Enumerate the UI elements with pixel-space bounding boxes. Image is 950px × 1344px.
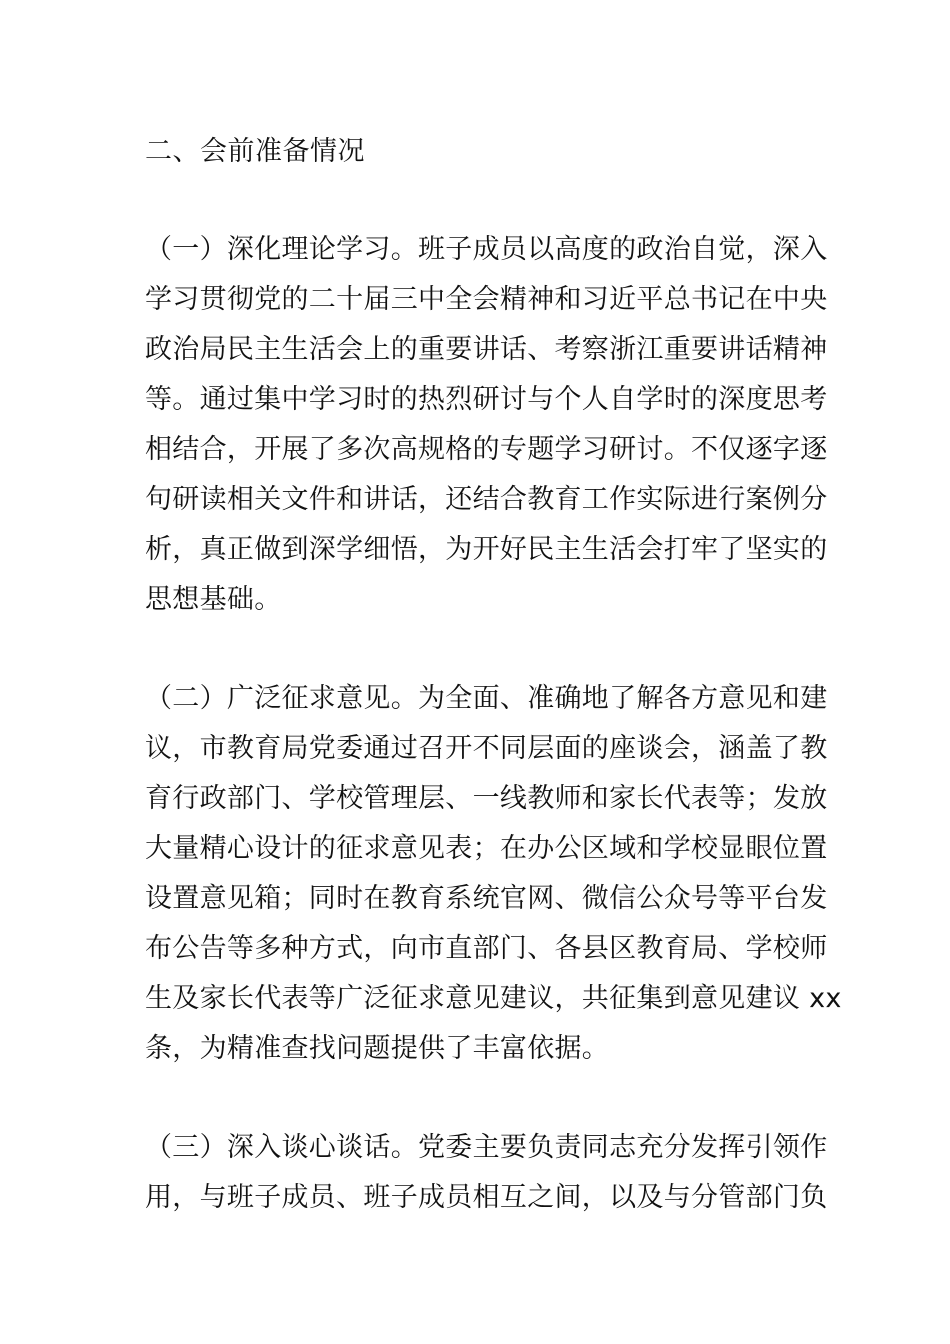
text-line: （二）广泛征求意见。为全面、准确地了解各方意见和建 xyxy=(145,683,828,714)
text-line: 句研读相关文件和讲话，还结合教育工作实际进行案例分 xyxy=(145,484,828,515)
text-line: 大量精心设计的征求意见表；在办公区域和学校显眼位置 xyxy=(145,833,828,864)
paragraph-heart-to-heart-talks xyxy=(145,1123,828,1223)
text-line: 育行政部门、学校管理层、一线教师和家长代表等；发放 xyxy=(145,783,828,814)
section-heading: 二、会前准备情况 xyxy=(145,136,365,167)
text-line: 政治局民主生活会上的重要讲话、考察浙江重要讲话精神 xyxy=(145,334,828,365)
text-line: 等。通过集中学习时的热烈研讨与个人自学时的深度思考 xyxy=(145,384,828,415)
text-line: 学习贯彻党的二十届三中全会精神和习近平总书记在中央 xyxy=(145,284,828,315)
text-line: 思想基础。 xyxy=(145,584,282,615)
paragraph-theory-study xyxy=(145,225,828,625)
text-line: 布公告等多种方式，向市直部门、各县区教育局、学校师 xyxy=(145,933,828,964)
text-line: 条，为精准查找问题提供了丰富依据。 xyxy=(145,1033,610,1064)
paragraph-solicit-opinions xyxy=(145,674,842,1074)
text-line: 析，真正做到深学细悟，为开好民主生活会打牢了坚实的 xyxy=(145,534,828,565)
text-line: （三）深入谈心谈话。党委主要负责同志充分发挥引领作 xyxy=(145,1132,828,1163)
text-line: 议，市教育局党委通过召开不同层面的座谈会，涵盖了教 xyxy=(145,733,828,764)
text-line: 生及家长代表等广泛征求意见建议，共征集到意见建议 xx xyxy=(145,983,842,1014)
text-line: 设置意见箱；同时在教育系统官网、微信公众号等平台发 xyxy=(145,883,828,914)
text-line: 用，与班子成员、班子成员相互之间，以及与分管部门负 xyxy=(145,1182,828,1213)
text-line: （一）深化理论学习。班子成员以高度的政治自觉，深入 xyxy=(145,234,828,265)
text-line: 相结合，开展了多次高规格的专题学习研讨。不仅逐字逐 xyxy=(145,434,828,465)
